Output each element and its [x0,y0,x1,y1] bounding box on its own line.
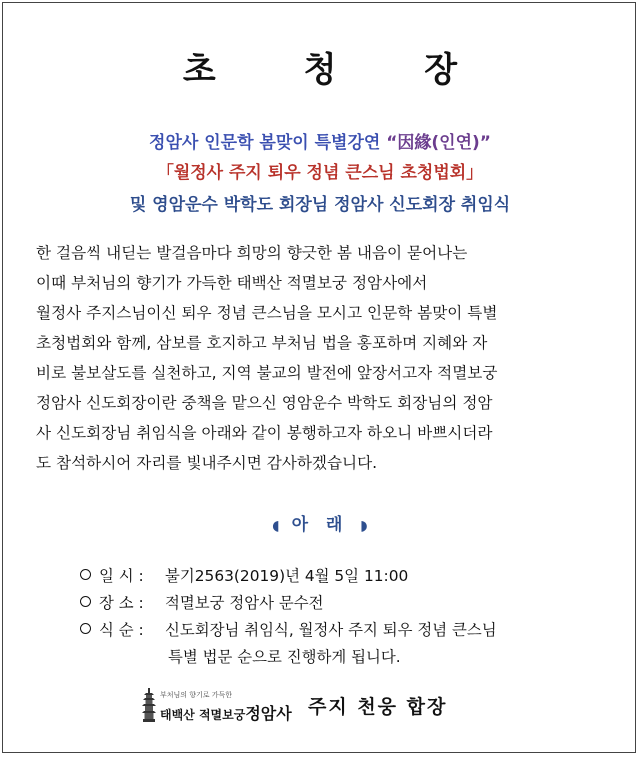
right-half-circle-icon: ◗ [360,518,368,534]
event-details [80,563,497,671]
invitation-body [36,238,606,478]
left-half-circle-icon: ◖ [272,518,280,534]
detail-row-order-continued: 특별 법문 순으로 진행하게 됩니다. [168,648,401,666]
notice-label: 아 래 [291,515,349,535]
subtitle-line-1 [0,128,640,153]
subtitle-line-1-highlight: “因緣(인연)” [386,133,491,153]
circle-bullet-icon [80,596,91,607]
subtitle-line-3: 및 영암운수 박학도 회장님 정암사 신도회장 취임식 [129,195,511,215]
logo-tagline: 부처님의 향기로 가득한 [160,691,233,699]
body-line: 월정사 주지스님이신 퇴우 정념 큰스님을 모시고 인문학 봄맞이 특별 [36,304,498,322]
detail-row-place [80,590,497,617]
body-line: 사 신도회장님 취임식을 아래와 같이 봉행하고자 하오니 바쁘시더라 [36,424,493,442]
document-title: 초 청 장 [182,50,496,90]
detail-label: 식 순 : [99,621,144,639]
body-line: 한 걸음씩 내딛는 발걸음마다 희망의 향긋한 봄 내음이 묻어나는 [36,244,468,262]
detail-value: 신도회장님 취임식, 월정사 주지 퇴우 정념 큰스님 [165,621,497,639]
footer [140,686,580,726]
subtitle-line-1-prefix: 정암사 인문학 봄맞이 특별강연 [149,133,387,153]
pagoda-icon [142,688,156,722]
body-line: 초청법회와 함께, 삼보를 호지하고 부처님 법을 홍포하며 지혜와 자 [36,334,488,352]
notice-heading [0,510,640,535]
body-line: 도 참석하시어 자리를 빛내주시면 감사하겠습니다. [36,454,378,472]
circle-bullet-icon [80,623,91,634]
detail-value: 적멸보궁 정암사 문수전 [165,594,324,612]
logo-text [160,701,292,724]
body-line: 정암사 신도회장이란 중책을 맡으신 영암운수 박학도 회장님의 정암 [36,394,493,412]
signature: 주지 천웅 합장 [308,696,448,718]
body-line: 이때 부처님의 향기가 가득한 태백산 적멸보궁 정암사에서 [36,274,428,292]
logo-main-text: 태백산 적멸보궁 [160,708,246,722]
subtitle-line-2: 「월정사 주지 퇴우 정념 큰스님 초청법회」 [156,163,484,183]
detail-row-order [80,617,497,644]
logo-brand: 정암사 [245,704,292,723]
detail-row-date [80,563,497,590]
temple-logo [140,686,290,724]
detail-label: 장 소 : [99,594,144,612]
body-line: 비로 불보살도를 실천하고, 지역 불교의 발전에 앞장서고자 적멸보궁 [36,364,498,382]
detail-label: 일 시 : [99,567,144,585]
circle-bullet-icon [80,569,91,580]
detail-value: 불기2563(2019)년 4월 5일 11:00 [165,567,409,585]
